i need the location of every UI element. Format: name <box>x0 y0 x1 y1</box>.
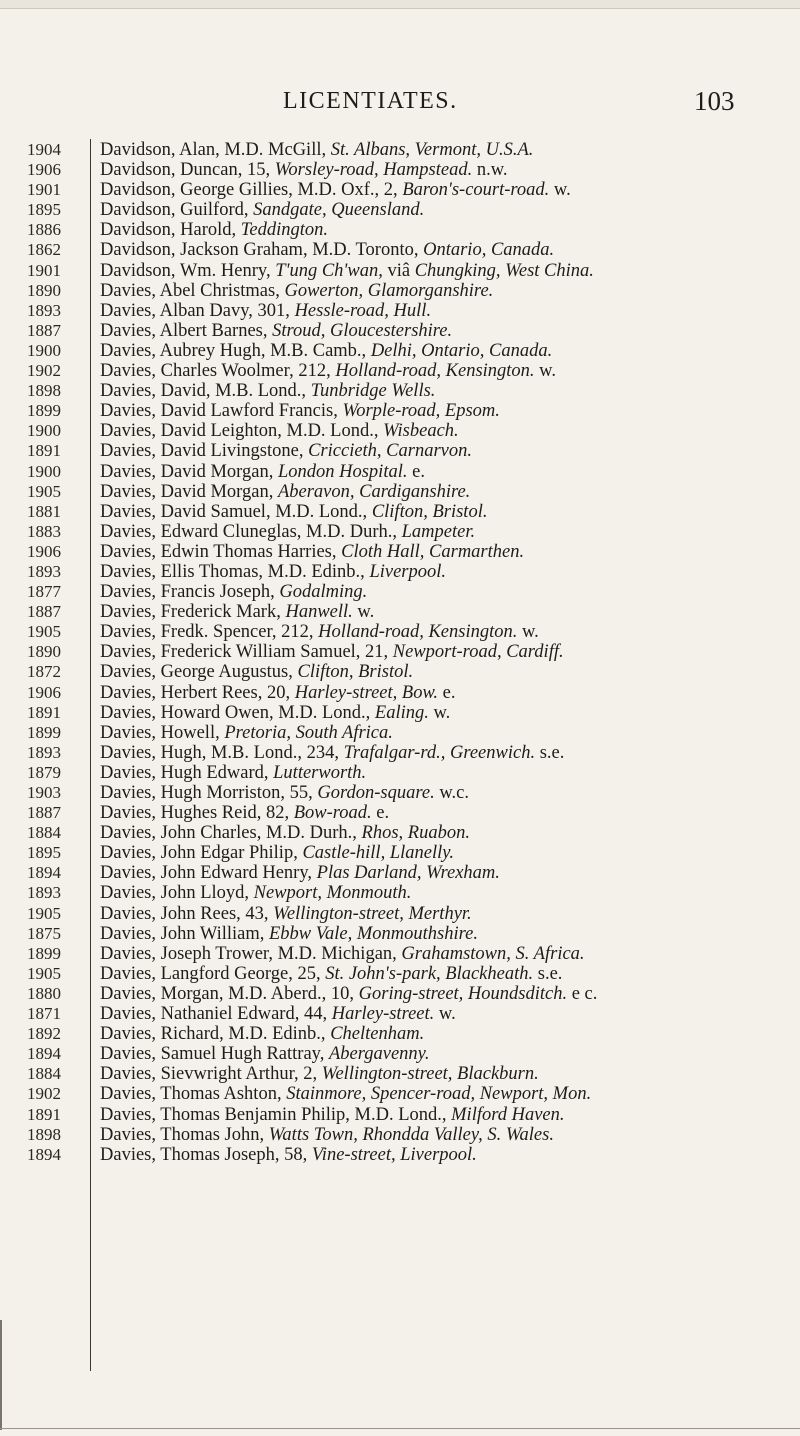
entry-name: Davidson, George Gillies, M.D. Oxf., 2, <box>100 180 403 201</box>
entry-place: Tunbridge Wells. <box>310 381 436 402</box>
entry-place: Newport, Monmouth. <box>253 883 412 904</box>
entry-name: Davies, Edwin Thomas Harries, <box>100 541 342 562</box>
list-item <box>0 441 800 461</box>
entry-place: St. Albans, Vermont, U.S.A. <box>330 140 534 160</box>
entry-place: Delhi, Ontario, Canada. <box>370 340 553 361</box>
list-item <box>0 522 800 542</box>
list-item <box>0 803 800 823</box>
entry-text <box>100 341 552 361</box>
entry-text <box>100 904 472 924</box>
entry-place: Trafalgar-rd., Greenwich. <box>343 742 536 763</box>
entry-text <box>100 381 435 401</box>
entry-suffix: w. <box>534 361 556 382</box>
list-item <box>0 843 800 863</box>
entry-place: Gordon-square. <box>317 783 435 803</box>
entry-place: Milford Haven. <box>451 1104 565 1125</box>
entry-suffix: e. <box>438 682 456 703</box>
entry-year: 1904 <box>27 140 61 159</box>
entry-year: 1906 <box>27 160 61 180</box>
list-item <box>0 703 800 723</box>
entry-name: Davies, Sievwright Arthur, 2, <box>100 1064 322 1085</box>
entry-name: Davidson, Harold, <box>100 220 241 241</box>
entry-place: Wellington-street, Merthyr. <box>273 903 472 924</box>
entry-text <box>100 482 470 502</box>
page-number: 103 <box>694 86 735 116</box>
entry-text <box>100 200 424 220</box>
entry-text <box>100 924 478 944</box>
entry-place: Godalming. <box>279 582 368 603</box>
entry-place: Clifton, Bristol. <box>371 501 488 522</box>
entry-place: Abergavenny. <box>328 1044 430 1065</box>
running-head: LICENTIATES. <box>283 88 458 114</box>
entry-year: 1887 <box>27 602 61 622</box>
list-item <box>0 823 800 843</box>
list-item <box>0 904 800 924</box>
entry-name: Davies, Samuel Hugh Rattray, <box>100 1044 329 1065</box>
entry-text <box>100 281 493 301</box>
entry-name: Davies, Francis Joseph, <box>100 582 280 603</box>
entry-name: Davies, John Lloyd, <box>100 883 254 904</box>
list-item <box>0 924 800 944</box>
entry-name: Davidson, Wm. Henry, <box>100 260 276 281</box>
list-item <box>0 180 800 200</box>
entry-name: Davies, John Charles, M.D. Durh., <box>100 823 362 844</box>
entry-place: Bow-road. <box>293 803 372 824</box>
entry-year: 1884 <box>27 823 61 843</box>
list-item <box>0 642 800 662</box>
list-item <box>0 261 800 281</box>
entry-name: Davies, Abel Christmas, <box>100 280 285 301</box>
entry-name: Davies, Frederick William Samuel, 21, <box>100 642 393 663</box>
entry-text <box>100 662 413 682</box>
page-bottom-edge <box>0 1428 800 1429</box>
entry-place: Lampeter. <box>401 521 476 542</box>
entry-text <box>100 763 366 783</box>
entry-text <box>100 261 594 281</box>
list-item <box>0 200 800 220</box>
list-item <box>0 482 800 502</box>
list-item <box>0 502 800 522</box>
entry-suffix: w. <box>434 1004 456 1025</box>
list-item <box>0 462 800 482</box>
entry-year: 1893 <box>27 883 61 903</box>
entry-name: Davies, David, M.B. Lond., <box>100 381 311 402</box>
entry-name: Davies, John Rees, 43, <box>100 903 274 924</box>
entry-year: 1893 <box>27 300 61 320</box>
entry-place: Hessle-road, Hull. <box>294 300 432 321</box>
page-top-edge <box>0 0 800 9</box>
entry-year: 1902 <box>27 1084 61 1104</box>
list-item <box>0 421 800 441</box>
list-item <box>0 341 800 361</box>
entry-place: Newport-road, Cardiff. <box>392 642 564 663</box>
entry-name: Davies, Herbert Rees, 20, <box>100 682 295 703</box>
list-item <box>0 240 800 260</box>
entry-year: 1898 <box>27 1124 61 1144</box>
entry-text <box>100 401 500 421</box>
entry-year: 1890 <box>27 280 61 300</box>
entry-year: 1892 <box>27 1024 61 1044</box>
entry-place: T'ung Ch'wan, <box>275 260 383 281</box>
entry-text <box>100 1064 539 1084</box>
entry-name: Davies, Hugh Edward, <box>100 762 274 783</box>
entry-place: Watts Town, Rhondda Valley, S. Wales. <box>268 1124 554 1145</box>
list-item <box>0 1004 800 1024</box>
entry-year: 1884 <box>27 1064 61 1084</box>
entry-year: 1862 <box>27 240 61 260</box>
entry-year: 1900 <box>27 340 61 360</box>
entry-name: Davies, Albert Barnes, <box>100 320 273 341</box>
entry-place: Rhos, Ruabon. <box>361 823 470 844</box>
entry-text <box>100 883 411 903</box>
list-item <box>0 683 800 703</box>
entry-place: Cloth Hall, Carmarthen. <box>341 541 525 562</box>
entry-place: Sandgate, Queensland. <box>253 200 425 221</box>
entry-place: Clifton, Bristol. <box>297 662 414 683</box>
entry-text <box>100 240 554 260</box>
entry-place: Stroud, Gloucestershire. <box>272 320 453 341</box>
entry-name: Davies, Morgan, M.D. Aberd., 10, <box>100 983 359 1004</box>
entry-place: St. John's-park, Blackheath. <box>325 963 534 984</box>
entry-year: 1895 <box>27 200 61 220</box>
entry-name: Davies, John Edgar Philip, <box>100 843 303 864</box>
entry-place: Worsley-road, Hampstead. <box>274 160 473 181</box>
entry-place: Baron's-court-road. <box>402 180 550 201</box>
entry-place: Harley-street, Bow. <box>294 682 439 703</box>
entry-year: 1901 <box>27 180 61 200</box>
entry-year: 1881 <box>27 501 61 521</box>
list-item <box>0 944 800 964</box>
entry-year: 1905 <box>27 903 61 923</box>
list-item <box>0 863 800 883</box>
entry-place: Goring-street, Houndsditch. <box>358 983 568 1004</box>
entry-text <box>100 562 446 582</box>
entry-place: Vine-street, Liverpool. <box>311 1144 477 1165</box>
entry-year: 1894 <box>27 1044 61 1064</box>
entry-year: 1887 <box>27 320 61 340</box>
list-item <box>0 401 800 421</box>
entry-place: Ealing. <box>374 702 429 723</box>
entry-place: Teddington. <box>240 220 329 241</box>
entry-text <box>100 964 562 984</box>
entry-text <box>100 321 452 341</box>
entry-text <box>100 783 469 803</box>
entry-name: Davies, Aubrey Hugh, M.B. Camb., <box>100 340 371 361</box>
entry-suffix: e. <box>371 803 390 824</box>
entry-year: 1903 <box>27 783 61 802</box>
entry-suffix: n.w. <box>472 160 508 181</box>
list-item <box>0 964 800 984</box>
entry-year: 1891 <box>27 702 61 722</box>
entry-name: Davies, Howard Owen, M.D. Lond., <box>100 702 375 723</box>
entry-name: Davies, John Edward Henry, <box>100 863 317 884</box>
entry-year: 1877 <box>27 582 61 602</box>
entry-suffix: s.e. <box>533 963 563 984</box>
entry-place: Harley-street. <box>331 1004 435 1025</box>
entry-year: 1875 <box>27 923 61 943</box>
entry-text <box>100 441 472 461</box>
entry-name: Davies, Hugh, M.B. Lond., 234, <box>100 742 344 763</box>
entry-place: Pretoria, South Africa. <box>224 722 393 743</box>
entry-text <box>100 180 571 200</box>
entry-name: Davies, Howell, <box>100 722 225 743</box>
entry-text <box>100 522 475 542</box>
entry-year: 1899 <box>27 401 61 421</box>
entry-text <box>100 823 470 843</box>
entry-place: Wisbeach. <box>383 421 459 442</box>
list-item <box>0 883 800 903</box>
entry-name: Davies, Langford George, 25, <box>100 963 326 984</box>
entry-name: Davies, Richard, M.D. Edinb., <box>100 1024 331 1045</box>
entry-text <box>100 743 564 763</box>
entry-suffix: e c. <box>567 983 598 1004</box>
entry-year: 1905 <box>27 622 61 642</box>
entry-text <box>100 301 431 321</box>
entry-text <box>100 602 374 622</box>
entry-place: Ontario, Canada. <box>423 240 555 261</box>
entry-text <box>100 1145 477 1165</box>
entry-name: Davies, David Morgan, <box>100 461 278 482</box>
entry-place: Holland-road, Kensington. <box>335 361 535 382</box>
entry-place: Grahamstown, S. Africa. <box>401 943 585 964</box>
entry-name: Davies, Alban Davy, 301, <box>100 300 295 321</box>
list-item <box>0 140 800 160</box>
list-item <box>0 1145 800 1165</box>
entry-place: Criccieth, Carnarvon. <box>308 441 473 462</box>
entry-name: Davies, David Livingstone, <box>100 441 309 462</box>
list-item <box>0 1024 800 1044</box>
list-item <box>0 361 800 381</box>
entry-year: 1902 <box>27 361 61 381</box>
entry-year: 1898 <box>27 381 61 401</box>
entry-year: 1893 <box>27 742 61 762</box>
list-item <box>0 220 800 240</box>
entry-text <box>100 683 456 703</box>
entry-year: 1905 <box>27 481 61 501</box>
entry-year: 1871 <box>27 1004 61 1024</box>
entry-year: 1895 <box>27 843 61 863</box>
entry-name: Davies, George Augustus, <box>100 662 298 683</box>
entry-year: 1872 <box>27 662 61 682</box>
entry-name: Davidson, Duncan, 15, <box>100 160 275 181</box>
entry-text <box>100 1105 565 1125</box>
entry-text <box>100 582 367 602</box>
entry-place: London Hospital. <box>277 461 408 482</box>
entry-text <box>100 1044 430 1064</box>
entry-year: 1905 <box>27 963 61 983</box>
entry-name: Davies, David Lawford Francis, <box>100 401 343 422</box>
entry-text <box>100 160 508 180</box>
list-item <box>0 622 800 642</box>
entry-text <box>100 502 487 522</box>
list-item <box>0 723 800 743</box>
entry-place: Hanwell. <box>285 602 353 623</box>
binding-edge-mark <box>0 1320 2 1430</box>
entry-text <box>100 462 425 482</box>
list-item <box>0 1105 800 1125</box>
entry-text <box>100 723 393 743</box>
entry-year: 1901 <box>27 260 61 280</box>
entry-place: Worple-road, Epsom. <box>342 401 500 422</box>
entry-name: Davidson, Jackson Graham, M.D. Toronto, <box>100 240 424 261</box>
entry-name: Davies, David Samuel, M.D. Lond., <box>100 501 372 522</box>
entry-name: Davies, Charles Woolmer, 212, <box>100 361 336 382</box>
entry-year: 1899 <box>27 943 61 963</box>
entry-place: Plas Darland, Wrexham. <box>316 863 500 884</box>
entry-year: 1879 <box>27 762 61 782</box>
entry-name: Davies, Thomas Joseph, 58, <box>100 1144 312 1165</box>
entry-year: 1906 <box>27 541 61 561</box>
entry-suffix: w. <box>517 622 539 643</box>
entry-text <box>100 542 524 562</box>
list-item <box>0 602 800 622</box>
entry-name: Davies, Thomas Ashton, <box>100 1084 287 1105</box>
page-header <box>0 86 800 126</box>
entry-place: Stainmore, Spencer-road, Newport, Mon. <box>286 1084 592 1105</box>
entry-place: Holland-road, Kensington. <box>318 622 518 643</box>
entry-text <box>100 1004 456 1024</box>
entry-text <box>100 703 450 723</box>
entry-name: Davies, Joseph Trower, M.D. Michigan, <box>100 943 402 964</box>
entry-name: Davies, Thomas Benjamin Philip, M.D. Lond., <box>100 1104 452 1125</box>
entry-year: 1891 <box>27 1104 61 1124</box>
list-item <box>0 743 800 763</box>
entry-suffix: w. <box>352 602 375 623</box>
list-item <box>0 1064 800 1084</box>
list-item <box>0 763 800 783</box>
entry-year: 1890 <box>27 642 61 662</box>
entry-text <box>100 1125 554 1145</box>
entry-place: Wellington-street, Blackburn. <box>321 1064 539 1085</box>
entry-text <box>100 944 585 964</box>
entry-name: Davies, Hughes Reid, 82, <box>100 803 294 824</box>
entry-year: 1887 <box>27 803 61 823</box>
entry-year: 1900 <box>27 461 61 481</box>
entry-name: Davies, Ellis Thomas, M.D. Edinb., <box>100 561 370 582</box>
entry-year: 1900 <box>27 421 61 441</box>
list-item <box>0 160 800 180</box>
entry-text <box>100 140 533 160</box>
entry-year: 1894 <box>27 1144 61 1164</box>
entry-text <box>100 803 389 823</box>
entry-place: Ebbw Vale, Monmouthshire. <box>269 923 478 944</box>
entry-text <box>100 984 597 1004</box>
entry-text <box>100 642 564 662</box>
list-item <box>0 1044 800 1064</box>
entry-name: Davies, Hugh Morriston, 55, <box>100 783 318 803</box>
entry-name: Davies, Frederick Mark, <box>100 602 286 623</box>
entry-text <box>100 220 328 240</box>
entry-year: 1899 <box>27 722 61 742</box>
entry-suffix: w. <box>428 702 451 723</box>
entry-year: 1880 <box>27 983 61 1003</box>
entry-name: Davies, John William, <box>100 923 269 944</box>
list-item <box>0 1125 800 1145</box>
list-item <box>0 281 800 301</box>
entry-text <box>100 622 539 642</box>
entry-year: 1883 <box>27 521 61 541</box>
entry-name: Davies, Thomas John, <box>100 1124 269 1145</box>
entry-text <box>100 361 556 381</box>
entry-year: 1906 <box>27 682 61 702</box>
entry-year: 1886 <box>27 220 61 240</box>
entry-year: 1891 <box>27 441 61 461</box>
entry-name: Davies, Edward Cluneglas, M.D. Durh., <box>100 521 402 542</box>
entry-text <box>100 1024 424 1044</box>
entry-suffix: s.e. <box>535 742 565 763</box>
list-item <box>0 582 800 602</box>
entry-place: Lutterworth. <box>273 762 367 783</box>
entry-place: Cheltenham. <box>330 1024 425 1045</box>
entry-name: Davies, David Leighton, M.D. Lond., <box>100 421 384 442</box>
entry-year: 1893 <box>27 561 61 581</box>
entry-name: Davidson, Guilford, <box>100 200 254 221</box>
entry-place: Aberavon, Cardiganshire. <box>277 481 471 502</box>
list-item <box>0 321 800 341</box>
entry-suffix: w. <box>549 180 571 201</box>
entry-place: Gowerton, Glamorganshire. <box>284 280 494 301</box>
entry-year: 1894 <box>27 863 61 883</box>
entry-name: Davies, Nathaniel Edward, 44, <box>100 1004 332 1025</box>
list-item <box>0 542 800 562</box>
entry-name: Davidson, Alan, M.D. McGill, <box>100 140 331 160</box>
list-item <box>0 301 800 321</box>
entry-text <box>100 843 454 863</box>
list-item <box>0 783 800 803</box>
licentiate-list <box>0 140 800 1165</box>
entry-suffix: viâ <box>382 260 415 281</box>
entry-text <box>100 421 459 441</box>
entry-name: Davies, David Morgan, <box>100 481 278 502</box>
list-item <box>0 662 800 682</box>
list-item <box>0 984 800 1004</box>
entry-suffix: e. <box>407 461 425 482</box>
entry-place-continued: Chungking, West China. <box>414 260 594 281</box>
entry-suffix: w.c. <box>434 783 469 803</box>
entry-place: Castle-hill, Llanelly. <box>302 843 455 864</box>
entry-place: Liverpool. <box>369 561 447 582</box>
list-item <box>0 381 800 401</box>
entry-text <box>100 1084 591 1104</box>
list-item <box>0 562 800 582</box>
entry-name: Davies, Fredk. Spencer, 212, <box>100 622 319 643</box>
entry-text <box>100 863 500 883</box>
list-item <box>0 1084 800 1104</box>
